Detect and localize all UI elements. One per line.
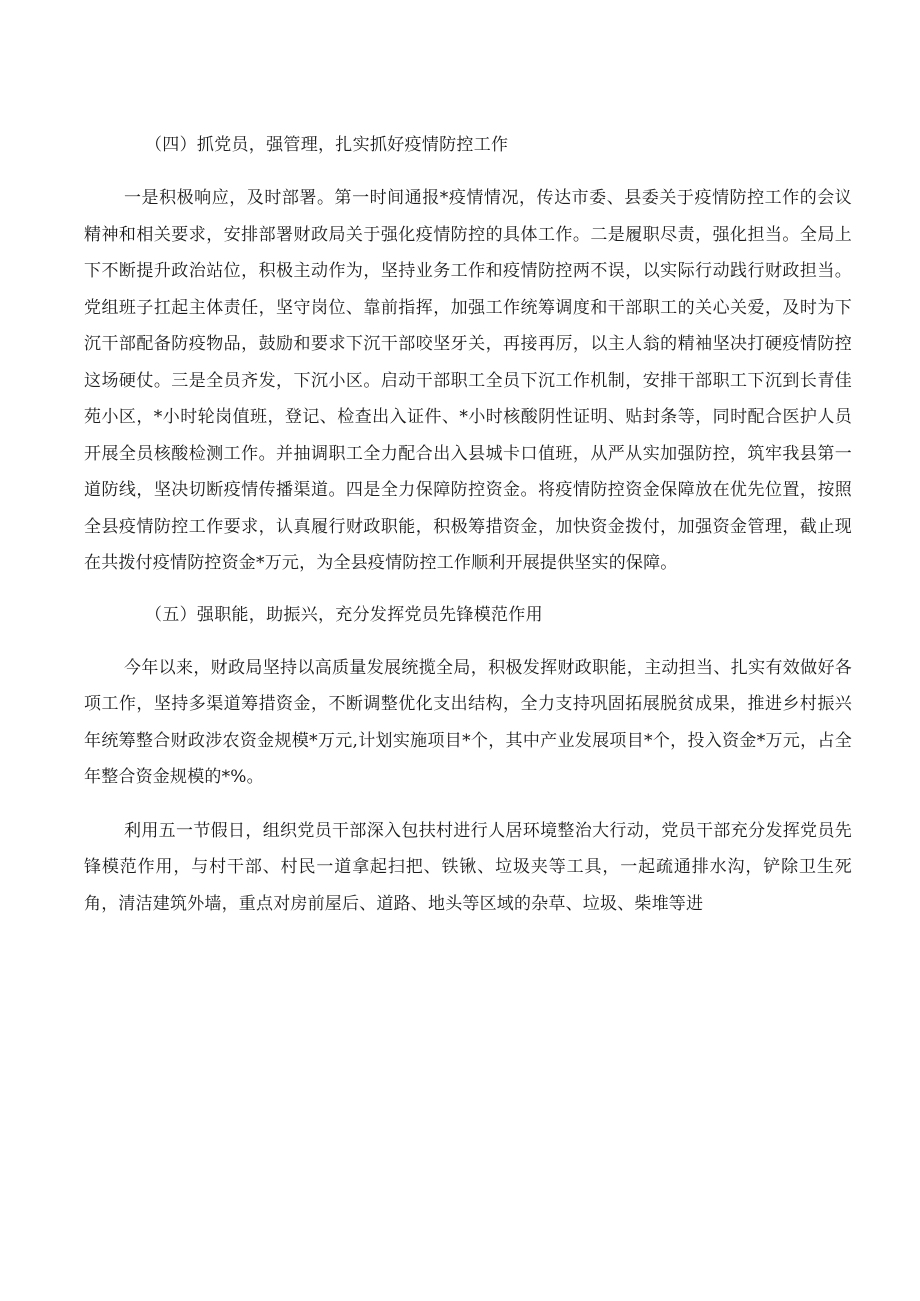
- section-5-heading: （五）强职能，助振兴，充分发挥党员先锋模范作用: [145, 604, 543, 625]
- section-5-paragraph-2: 利用五一节假日，组织党员干部深入包扶村进行人居环境整治大行动，党员干部充分发挥党员先锋模范作用，与村干部、村民一道拿起扫把、铁锹、垃圾夹等工具，一起疏通排水沟，铲除卫生死角，清洁建筑外墙，重点对房前屋后、道路、地头等区域的杂草、垃圾、柴堆等进: [84, 820, 852, 914]
- section-4-heading: （四）抓党员，强管理，扎实抓好疫情防控工作: [145, 135, 509, 155]
- document-body: [84, 128, 852, 922]
- section-4-paragraph: 一是积极响应，及时部署。第一时间通报*疫情情况，传达市委、县委关于疫情防控工作的会议精神和相关要求，安排部署财政局关于强化疫情防控的具体工作。二是履职尽责，强化担当。全局上下不断提升政治站位，积极主动作为，坚持业务工作和疫情防控两不误，以实际行动践行财政担当。党组班子扛起主体责任，坚守岗位、靠前指挥，加强工作统筹调度和干部职工的关心关爱，及时为下沉干部配备防疫物品，鼓励和要求下沉干部咬坚牙关，再接再厉，以主人翁的精袖坚决打硬疫情防控这场硬仗。三是全员齐发，下沉小区。启动干部职工全员下沉工作机制，安排干部职工下沉到长青佳苑小区，*小时轮岗值班，登记、检查出入证件、*小时核酸阴性证明、贴封条等，同时配合医护人员开展全员核酸检测工作。并抽调职工全力配合出入县城卡口值班，从严从实加强防控，筑牢我县第一道防线，坚决切断疫情传播渠道。四是全力保障防控资金。将疫情防控资金保障放在优先位置，按照全县疫情防控工作要求，认真履行财政职能，积极筹措资金，加快资金拨付，加强资金管理，截止现在共拨付疫情防控资金*万元，为全县疫情防控工作顺利开展提供坚实的保障。: [84, 188, 852, 573]
- section-5-paragraph-1: 今年以来，财政局坚持以高质量发展统揽全局，积极发挥财政职能，主动担当、扎实有效做好各项工作，坚持多渠道筹措资金，不断调整优化支出结构，全力支持巩固拓展脱贫成果，推进乡村振兴年统筹整合财政涉农资金规模*万元,计划实施项目*个，其中产业发展项目*个，投入资金*万元，占全年整合资金规模的*%。: [84, 657, 852, 787]
